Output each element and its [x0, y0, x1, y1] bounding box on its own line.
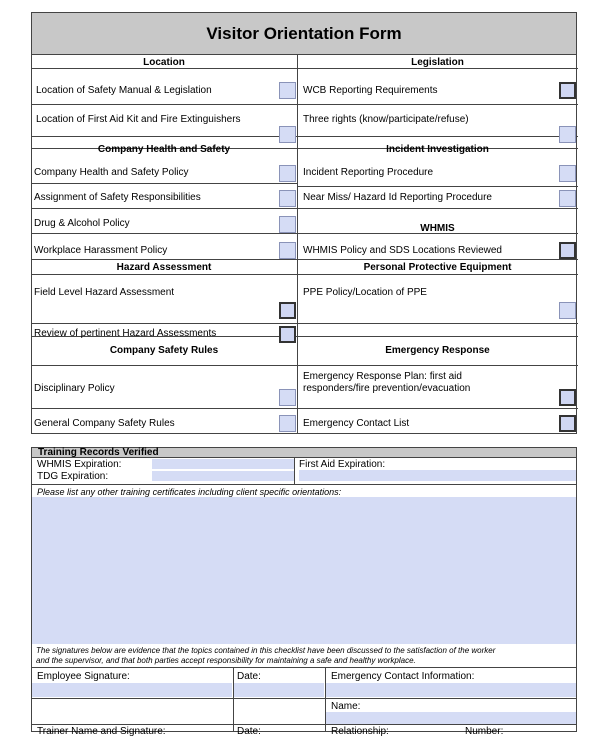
section-emergency: Emergency Response	[385, 345, 490, 356]
number-label: Number:	[465, 726, 504, 737]
other-certs-field[interactable]	[32, 497, 576, 644]
whmis-exp-label: WHMIS Expiration:	[37, 459, 122, 470]
checkbox-three-rights[interactable]	[559, 126, 576, 143]
item-erp-line2: responders/fire prevention/evacuation	[303, 383, 471, 394]
tdg-exp-field[interactable]	[152, 471, 294, 481]
item-erp-line1: Emergency Response Plan: first aid	[303, 371, 462, 382]
checkbox-responsibilities[interactable]	[279, 190, 296, 207]
item-wcb: WCB Reporting Requirements	[303, 85, 438, 96]
checkbox-incident-reporting[interactable]	[559, 165, 576, 182]
other-certs-prompt: Please list any other training certificates including client specific orientations:	[37, 487, 342, 497]
checkbox-near-miss[interactable]	[559, 190, 576, 207]
item-drug-alcohol: Drug & Alcohol Policy	[34, 218, 130, 229]
item-near-miss: Near Miss/ Hazard Id Reporting Procedure	[303, 192, 492, 203]
checkbox-wcb[interactable]	[559, 82, 576, 99]
item-emergency-contact-list: Emergency Contact List	[303, 418, 410, 429]
divider	[31, 724, 577, 725]
item-whmis-policy: WHMIS Policy and SDS Locations Reviewed	[303, 245, 502, 256]
item-first-aid-kit: Location of First Aid Kit and Fire Extinguishers	[36, 114, 241, 125]
checkbox-safety-manual[interactable]	[279, 82, 296, 99]
employee-signature-label: Employee Signature:	[37, 671, 130, 682]
item-incident-reporting: Incident Reporting Procedure	[303, 167, 434, 178]
divider	[233, 668, 234, 732]
checkbox-disciplinary[interactable]	[279, 389, 296, 406]
whmis-exp-field[interactable]	[152, 459, 294, 469]
training-divider	[294, 458, 295, 484]
first-aid-exp-label: First Aid Expiration:	[299, 459, 386, 470]
item-flha: Field Level Hazard Assessment	[34, 287, 175, 298]
emergency-contact-info-field[interactable]	[326, 683, 576, 697]
section-location: Location	[143, 57, 185, 68]
checkbox-flha[interactable]	[279, 302, 296, 319]
item-harassment: Workplace Harassment Policy	[34, 245, 168, 256]
item-disciplinary: Disciplinary Policy	[34, 383, 115, 394]
first-aid-exp-field[interactable]	[299, 470, 576, 481]
column-divider	[297, 55, 298, 434]
signature-note-line2: and the supervisor, and that both parties accept responsibility for maintaining a safe and healthy workplace.	[36, 656, 416, 665]
emergency-contact-info-label: Emergency Contact Information:	[331, 671, 475, 682]
name-label: Name:	[331, 701, 361, 712]
item-hs-policy: Company Health and Safety Policy	[34, 167, 189, 178]
section-incident: Incident Investigation	[386, 144, 489, 155]
employee-date-field[interactable]	[234, 683, 324, 697]
divider	[31, 667, 577, 668]
trainer-signature-label: Trainer Name and Signature:	[37, 726, 166, 737]
checkbox-hs-policy[interactable]	[279, 165, 296, 182]
section-health-safety: Company Health and Safety	[97, 144, 231, 155]
checkbox-general-rules[interactable]	[279, 415, 296, 432]
employee-signature-field[interactable]	[32, 683, 232, 697]
signature-note-line1: The signatures below are evidence that the topics contained in this checklist have been discussed to the satisfaction of the worker	[36, 646, 496, 655]
item-safety-manual: Location of Safety Manual & Legislation	[36, 85, 212, 96]
trainer-date-label: Date:	[237, 726, 261, 737]
item-general-rules: General Company Safety Rules	[34, 418, 175, 429]
divider	[31, 698, 577, 699]
name-field[interactable]	[326, 712, 576, 724]
item-responsibilities: Assignment of Safety Responsibilities	[34, 192, 201, 203]
relationship-label: Relationship:	[331, 726, 389, 737]
section-legislation: Legislation	[411, 57, 464, 68]
checkbox-first-aid-kit[interactable]	[279, 126, 296, 143]
form-title: Visitor Orientation Form	[31, 12, 577, 55]
checkbox-ppe-policy[interactable]	[559, 302, 576, 319]
checkbox-emergency-contact-list[interactable]	[559, 415, 576, 432]
section-whmis: WHMIS	[420, 223, 455, 234]
item-three-rights: Three rights (know/participate/refuse)	[303, 114, 469, 125]
section-ppe: Personal Protective Equipment	[363, 262, 512, 273]
employee-date-label: Date:	[237, 671, 261, 682]
section-rules: Company Safety Rules	[109, 345, 219, 356]
item-review-hazard: Review of pertinent Hazard Assessments	[34, 328, 217, 339]
checkbox-harassment[interactable]	[279, 242, 296, 259]
item-ppe-policy: PPE Policy/Location of PPE	[303, 287, 427, 298]
checkbox-review-hazard[interactable]	[279, 326, 296, 343]
checkbox-erp[interactable]	[559, 389, 576, 406]
section-hazard: Hazard Assessment	[116, 262, 212, 273]
tdg-exp-label: TDG Expiration:	[37, 471, 109, 482]
checkbox-drug-alcohol[interactable]	[279, 216, 296, 233]
checkbox-whmis-policy[interactable]	[559, 242, 576, 259]
divider	[31, 484, 577, 485]
training-header: Training Records Verified	[31, 447, 577, 458]
